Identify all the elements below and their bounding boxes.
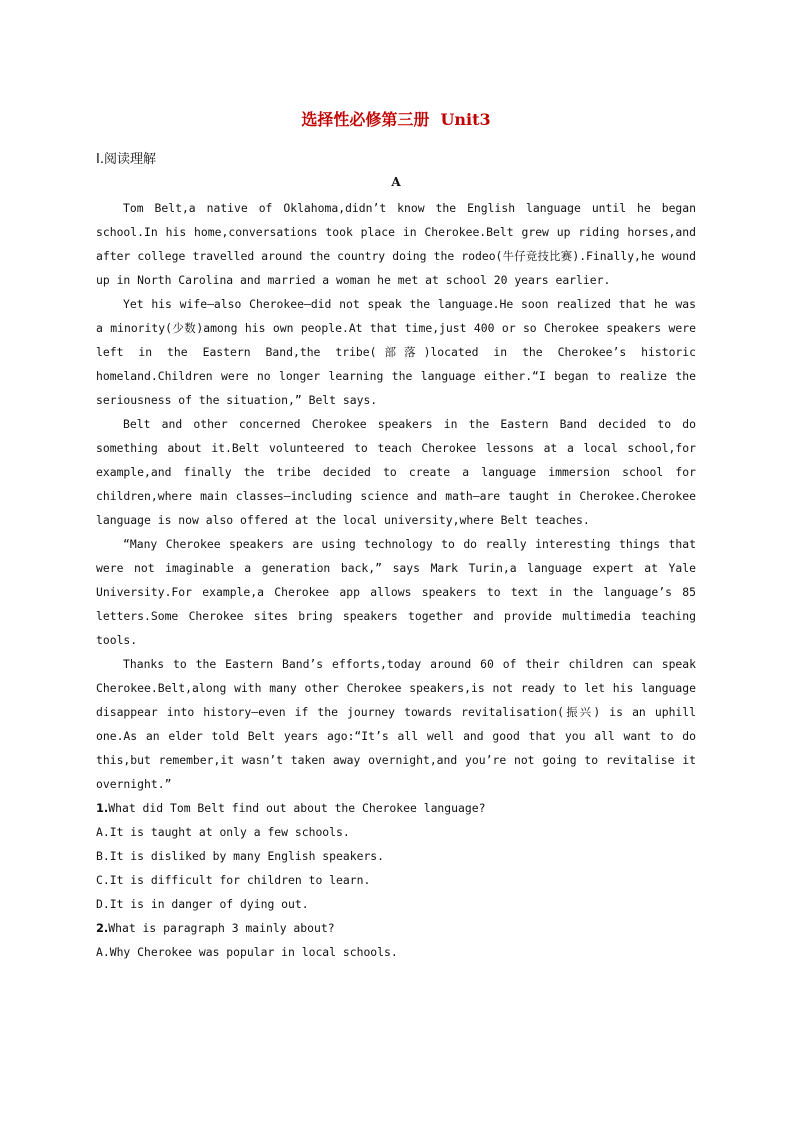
option-2a: A.Why Cherokee was popular in local schools. — [96, 945, 398, 959]
question-text: What is paragraph 3 mainly about? — [108, 921, 335, 935]
document-page — [96, 100, 696, 964]
page-title: 选择性必修第三册 Unit3 — [301, 110, 491, 129]
option-1d: D.It is in danger of dying out. — [96, 897, 309, 911]
option-1a: A.It is taught at only a few schools. — [96, 825, 350, 839]
question-number: 1. — [96, 801, 109, 815]
paragraph-3: Belt and other concerned Cherokee speakers in the Eastern Band decided to do something about it.Belt volunteered to teach Cherokee lessons at a local school,for example,and finally the tribe decided to create a language immersion school for children,where main classes—including science and math—are taught in Cherokee.Cherokee language is now also offered at the local university,where Belt teaches. — [96, 417, 696, 527]
question-2 — [96, 916, 696, 940]
paragraph-4: “Many Cherokee speakers are using technology to do really interesting things that were not imaginable a generation back,” says Mark Turin,a language expert at Yale University.For example,a Cherokee app allows speakers to text in the language’s 85 letters.Some Cherokee sites bring speakers together and provide multimedia teaching tools. — [96, 537, 696, 647]
paragraph-1: Tom Belt,a native of Oklahoma,didn’t know the English language until he began school.In his home,conversations took place in Cherokee.Belt grew up riding horses,and after college travelled around the country doing the rodeo(牛仔竞技比赛).Finally,he wound up in North Carolina and married a woman he met at school 20 years earlier. — [96, 201, 696, 287]
paragraph-2: Yet his wife—also Cherokee—did not speak the language.He soon realized that he was a minority(少数)among his own people.At that time,just 400 or so Cherokee speakers were left in the Eastern Band,the tribe(部落)located in the Cherokee’s historic homeland.Children were no longer learning the language either.“I began to realize the seriousness of the situation,” Belt says. — [96, 297, 696, 407]
passage-label: A — [391, 175, 401, 189]
passage-body — [96, 196, 696, 964]
section-heading: Ⅰ.阅读理解 — [96, 152, 156, 167]
option-1c: C.It is difficult for children to learn. — [96, 873, 371, 887]
question-1 — [96, 796, 696, 820]
option-1b: B.It is disliked by many English speakers. — [96, 849, 385, 863]
question-text: What did Tom Belt find out about the Cherokee language? — [108, 801, 486, 815]
paragraph-5: Thanks to the Eastern Band’s efforts,today around 60 of their children can speak Cherokee.Belt,along with many other Cherokee speakers,is not ready to let his language disappear into history—even if the journey towards revitalisation(振兴) is an uphill one.As an elder told Belt years ago:“It’s all well and good that you all want to do this,but remember,it wasn’t taken away overnight,and you’re not going to revitalise it overnight.” — [96, 657, 696, 791]
question-number: 2. — [96, 921, 109, 935]
